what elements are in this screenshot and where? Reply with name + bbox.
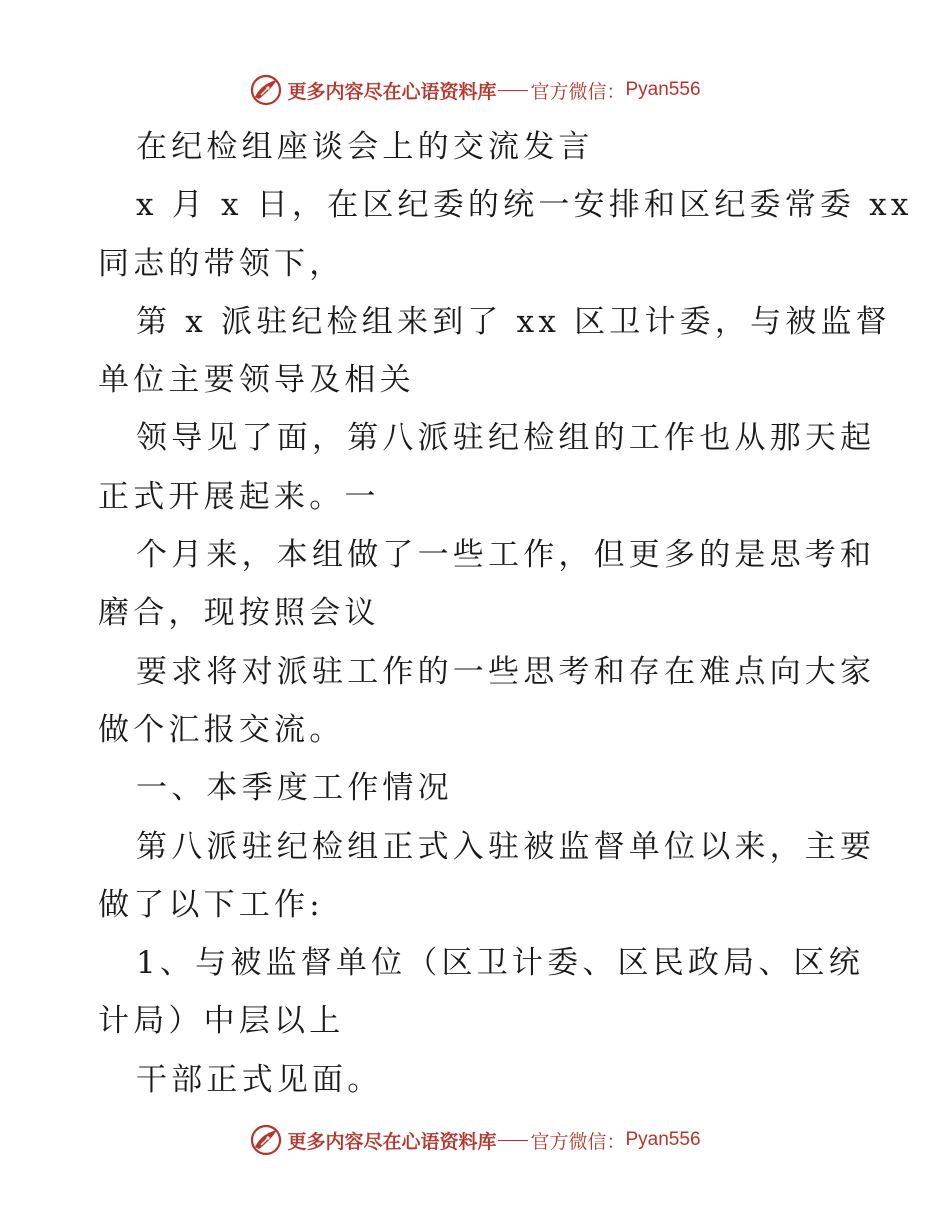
text-line: 磨合，现按照会议	[98, 595, 380, 632]
text-line: 第八派驻纪检组正式入驻被监督单位以来，主要	[136, 828, 876, 865]
text-line: 领导见了面，第八派驻纪检组的工作也从那天起	[136, 420, 876, 457]
footer-watermark	[0, 1120, 950, 1160]
watermark-wechat-id: Pyan556	[625, 79, 701, 100]
text-line: 要求将对派驻工作的一些思考和存在难点向大家	[136, 653, 876, 690]
document-body	[98, 118, 913, 1109]
text-line: 做了以下工作:	[98, 886, 324, 923]
watermark-wechat-id: Pyan556	[625, 1129, 701, 1150]
pen-nib-logo-icon	[249, 73, 283, 107]
text-line: x 月 x 日，在区纪委的统一安排和区纪委常委 xx	[136, 187, 913, 224]
text-line: 同志的带领下，	[98, 245, 345, 282]
text-line: 计局）中层以上	[98, 1003, 345, 1040]
text-line: 正式开展起来。一	[98, 478, 380, 515]
watermark-wechat-label: 官方微信：	[530, 80, 626, 103]
text-line: 干部正式见面。	[136, 1061, 383, 1098]
header-watermark	[0, 70, 950, 110]
watermark-brand-text: 更多内容尽在心语资料库	[287, 80, 497, 103]
watermark-dash	[498, 90, 528, 91]
text-line: 在纪检组座谈会上的交流发言	[136, 129, 594, 165]
watermark-wechat-label: 官方微信：	[530, 1130, 626, 1153]
text-line: 一、本季度工作情况	[136, 770, 453, 807]
text-line: 做个汇报交流。	[98, 711, 345, 748]
pen-nib-logo-icon	[249, 1123, 283, 1157]
text-line: 1、与被监督单位（区卫计委、区民政局、区统	[136, 945, 864, 982]
text-line: 第 x 派驻纪检组来到了 xx 区卫计委，与被监督	[136, 303, 891, 340]
watermark-brand-text: 更多内容尽在心语资料库	[287, 1130, 497, 1153]
text-line: 个月来，本组做了一些工作，但更多的是思考和	[136, 537, 876, 574]
text-line: 单位主要领导及相关	[98, 362, 415, 399]
watermark-dash	[498, 1140, 528, 1141]
